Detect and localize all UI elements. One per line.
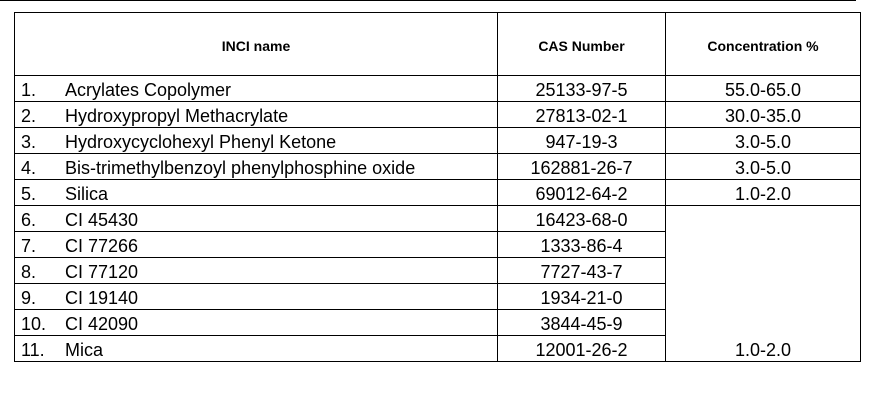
- inci-name-cell: [15, 102, 498, 128]
- cas-number-cell: 1333-86-4: [498, 232, 666, 258]
- inci-name: CI 77266: [65, 236, 139, 256]
- inci-name-cell: [15, 232, 498, 258]
- table-row: [15, 180, 861, 206]
- inci-name: CI 77120: [65, 262, 139, 282]
- header-inci-name: INCI name: [15, 13, 498, 76]
- concentration-merged-cell: 1.0-2.0: [666, 206, 861, 362]
- row-number: 10.: [21, 314, 47, 334]
- table-row: [15, 154, 861, 180]
- row-number: 2.: [21, 106, 37, 126]
- row-number: 3.: [21, 132, 37, 152]
- concentration-cell: 30.0-35.0: [666, 102, 861, 128]
- concentration-cell: 1.0-2.0: [666, 180, 861, 206]
- row-number: 7.: [21, 236, 37, 256]
- table-row: [15, 206, 861, 232]
- inci-name: Silica: [65, 184, 109, 204]
- inci-name: Acrylates Copolymer: [65, 80, 232, 100]
- inci-name-cell: [15, 336, 498, 362]
- table-row: [15, 102, 861, 128]
- cas-number-cell: 69012-64-2: [498, 180, 666, 206]
- table-row: [15, 128, 861, 154]
- cas-number-cell: 27813-02-1: [498, 102, 666, 128]
- row-number: 8.: [21, 262, 37, 282]
- inci-name: Bis-trimethylbenzoyl phenylphosphine oxide: [65, 158, 416, 178]
- cas-number-cell: 12001-26-2: [498, 336, 666, 362]
- cas-number-cell: 3844-45-9: [498, 310, 666, 336]
- inci-name: CI 42090: [65, 314, 139, 334]
- inci-name-cell: [15, 284, 498, 310]
- concentration-cell: 3.0-5.0: [666, 154, 861, 180]
- cas-number-cell: 25133-97-5: [498, 76, 666, 102]
- ingredients-table: [14, 12, 861, 362]
- header-row: [15, 13, 861, 76]
- inci-name-cell: [15, 76, 498, 102]
- inci-name: Hydroxypropyl Methacrylate: [65, 106, 289, 126]
- row-number: 11.: [21, 340, 45, 360]
- table-row: [15, 76, 861, 102]
- cas-number-cell: 7727-43-7: [498, 258, 666, 284]
- inci-name-cell: [15, 258, 498, 284]
- inci-name-cell: [15, 154, 498, 180]
- row-number: 4.: [21, 158, 37, 178]
- cas-number-cell: 162881-26-7: [498, 154, 666, 180]
- inci-name: CI 19140: [65, 288, 139, 308]
- row-number: 9.: [21, 288, 37, 308]
- inci-name-cell: [15, 310, 498, 336]
- header-concentration: Concentration %: [666, 13, 861, 76]
- inci-name-cell: [15, 206, 498, 232]
- concentration-cell: 55.0-65.0: [666, 76, 861, 102]
- top-rule: [0, 0, 856, 1]
- row-number: 5.: [21, 184, 37, 204]
- inci-name-cell: [15, 180, 498, 206]
- concentration-cell: 3.0-5.0: [666, 128, 861, 154]
- cas-number-cell: 1934-21-0: [498, 284, 666, 310]
- row-number: 6.: [21, 210, 37, 230]
- row-number: 1.: [21, 80, 37, 100]
- header-cas-number: CAS Number: [498, 13, 666, 76]
- inci-name: CI 45430: [65, 210, 139, 230]
- inci-name-cell: [15, 128, 498, 154]
- inci-name: Hydroxycyclohexyl Phenyl Ketone: [65, 132, 337, 152]
- inci-name: Mica: [65, 340, 104, 360]
- cas-number-cell: 16423-68-0: [498, 206, 666, 232]
- cas-number-cell: 947-19-3: [498, 128, 666, 154]
